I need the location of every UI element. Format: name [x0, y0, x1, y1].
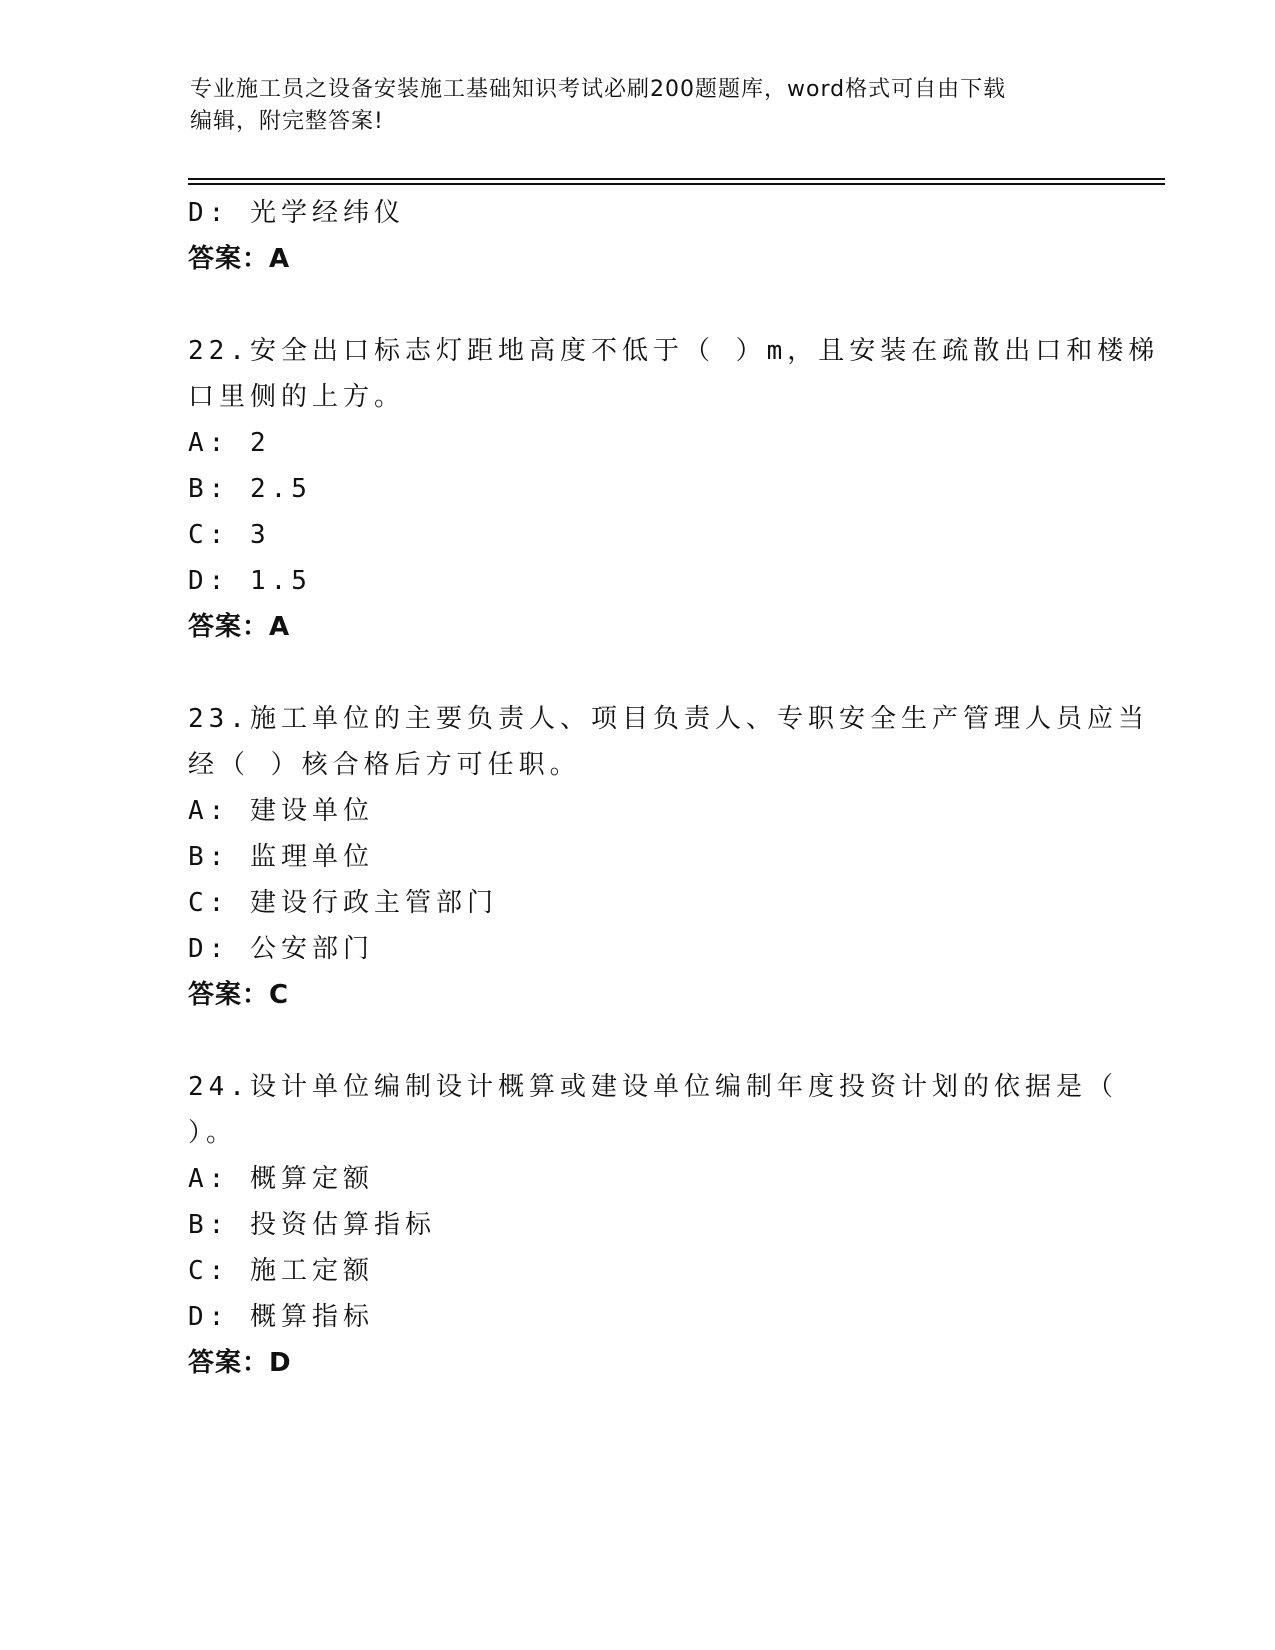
option-d: D: 1.5	[188, 566, 312, 596]
question-title-line-2: 经（ ）核合格后方可任职。	[188, 750, 581, 780]
document-header	[190, 74, 1090, 138]
spacer	[188, 1018, 1088, 1064]
option-b: B: 2.5	[188, 474, 312, 504]
answer: 答案：C	[188, 980, 290, 1010]
option-c: C: 建设行政主管部门	[188, 888, 498, 918]
spacer	[188, 282, 1088, 328]
option-d: D: 公安部门	[188, 934, 374, 964]
option-d: D: 概算指标	[188, 1302, 374, 1332]
question-title-line-2: ）。	[188, 1118, 238, 1148]
option-a: A: 2	[188, 428, 271, 458]
option-c: C: 3	[188, 520, 271, 550]
question-title-line-2: 口里侧的上方。	[188, 382, 406, 412]
question-24	[188, 1064, 1118, 1386]
header-divider-thick	[188, 178, 1165, 180]
question-title-line-1: 22.安全出口标志灯距地高度不低于（ ）m，且安装在疏散出口和楼梯	[188, 336, 1160, 366]
prev-question-option-d: D: 光学经纬仪	[188, 198, 405, 228]
question-title-line-1: 24.设计单位编制设计概算或建设单位编制年度投资计划的依据是（	[188, 1072, 1118, 1102]
option-c: C: 施工定额	[188, 1256, 374, 1286]
answer: 答案：D	[188, 1348, 292, 1378]
spacer	[188, 650, 1088, 696]
question-title-line-1: 23.施工单位的主要负责人、项目负责人、专职安全生产管理人员应当	[188, 704, 1149, 734]
header-title-line-1: 专业施工员之设备安装施工基础知识考试必刷200题题库，word格式可自由下载	[190, 77, 1007, 102]
option-a: A: 建设单位	[188, 796, 374, 826]
header-title-line-2: 编辑，附完整答案!	[190, 109, 384, 134]
option-b: B: 投资估算指标	[188, 1210, 436, 1240]
option-b: B: 监理单位	[188, 842, 374, 872]
question-content	[188, 190, 1160, 1386]
question-22	[188, 328, 1160, 650]
answer: 答案：A	[188, 612, 291, 642]
option-a: A: 概算定额	[188, 1164, 374, 1194]
header-divider-thin	[188, 183, 1165, 185]
question-23	[188, 696, 1149, 1018]
prev-question-answer: 答案：A	[188, 244, 291, 274]
